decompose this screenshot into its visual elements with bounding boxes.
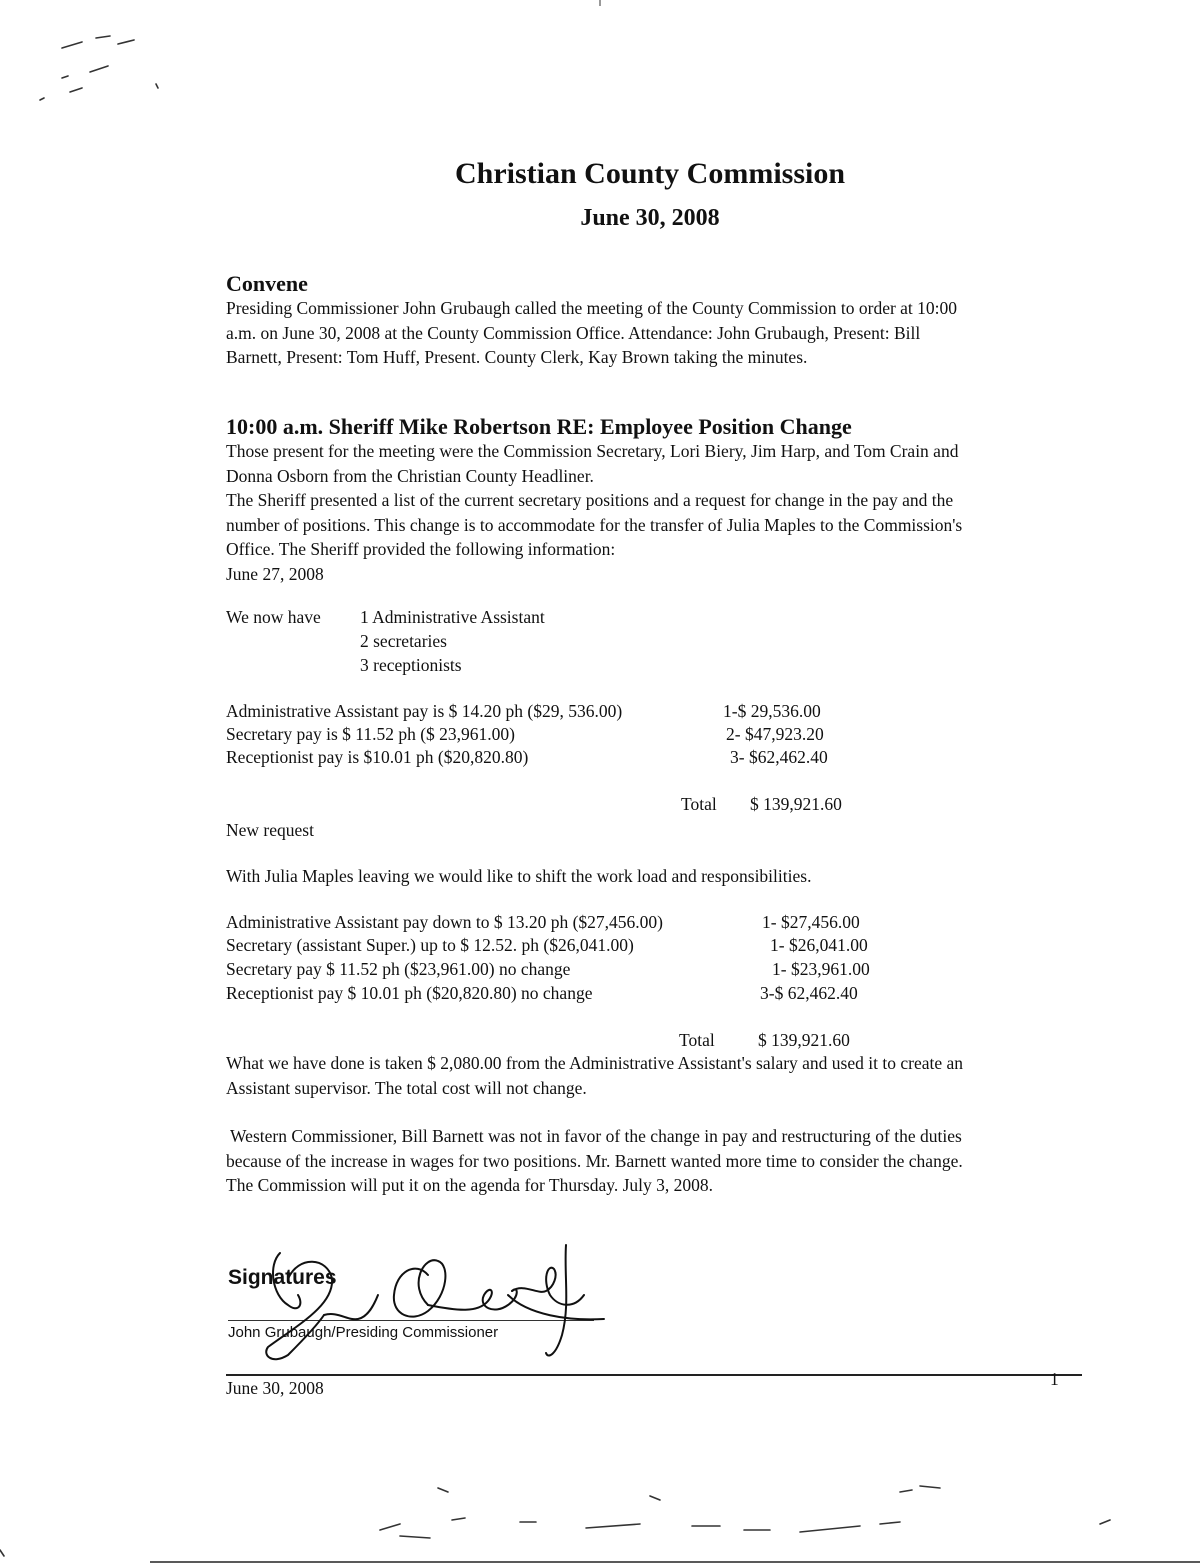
now-have-item: 1 Administrative Assistant — [360, 607, 545, 627]
current-pay-amount: 2- $47,923.20 — [726, 724, 824, 744]
summary-line: What we have done is taken $ 2,080.00 from the Administrative Assistant's salary and used it to create an — [226, 1053, 963, 1073]
convene-line: a.m. on June 30, 2008 at the County Commission Office. Attendance: John Grubaugh, Present: Bill — [226, 322, 921, 343]
now-have-item: 3 receptionists — [360, 655, 462, 675]
current-pay-amount: 3- $62,462.40 — [730, 747, 828, 767]
sheriff-line: June 27, 2008 — [226, 563, 324, 584]
new-request-label: New request — [226, 820, 314, 840]
current-pay-amount: 1-$ 29,536.00 — [723, 701, 821, 721]
barnett-line: The Commission will put it on the agenda for Thursday. July 3, 2008. — [226, 1175, 714, 1195]
convene-line: Barnett, Present: Tom Huff, Present. County Clerk, Kay Brown taking the minutes. — [226, 347, 808, 367]
sheriff-line: The Sheriff presented a list of the current secretary positions and a request for change in the pay and the — [226, 490, 954, 510]
sheriff-line: Donna Osborn from the Christian County Headliner. — [226, 465, 594, 486]
convene-heading: Convene — [226, 271, 308, 296]
current-pay-desc: Administrative Assistant pay is $ 14.20 ph ($29, 536.00) — [226, 701, 623, 721]
convene-paragraph — [226, 296, 957, 370]
sheriff-paragraph — [226, 439, 962, 586]
page-number: 1 — [1050, 1369, 1059, 1389]
total-current: $ 139,921.60 — [750, 794, 842, 814]
new-pay-desc: Secretary pay $ 11.52 ph ($23,961.00) no change — [226, 959, 571, 979]
current-pay-desc: Receptionist pay is $10.01 ph ($20,820.80) — [226, 747, 529, 767]
signature-label: Signatures — [228, 1266, 337, 1289]
new-pay-amount: 1- $27,456.00 — [762, 912, 860, 932]
new-pay-amount: 3-$ 62,462.40 — [760, 983, 858, 1003]
now-have-label: We now have — [226, 607, 321, 627]
barnett-paragraph — [226, 1124, 963, 1198]
barnett-line: because of the increase in wages for two positions. Mr. Barnett wanted more time to consider the change. — [226, 1150, 963, 1171]
new-pay-desc: Receptionist pay $ 10.01 ph ($20,820.80) no change — [226, 983, 593, 1003]
new-pay-amount: 1- $23,961.00 — [772, 959, 870, 979]
document-title: Christian County Commission — [454, 157, 846, 190]
sheriff-line: number of positions. This change is to accommodate for the transfer of Julia Maples to the Commission's — [226, 514, 963, 535]
new-pay-desc: Secretary (assistant Super.) up to $ 12.52. ph ($26,041.00) — [226, 935, 634, 955]
shift-line: With Julia Maples leaving we would like to shift the work load and responsibilities. — [226, 866, 812, 886]
summary-paragraph — [226, 1051, 963, 1100]
footer-rule — [226, 1374, 1082, 1376]
handwritten-signature — [228, 1235, 608, 1385]
barnett-line: Western Commissioner, Bill Barnett was not in favor of the change in pay and restructuring of the duties — [226, 1126, 962, 1146]
sheriff-line: Those present for the meeting were the Commission Secretary, Lori Biery, Jim Harp, and Tom Crain and — [226, 441, 959, 461]
total-label: Total — [681, 794, 717, 814]
footer-date: June 30, 2008 — [226, 1378, 324, 1398]
new-pay-desc: Administrative Assistant pay down to $ 13.20 ph ($27,456.00) — [226, 912, 663, 932]
convene-line: Presiding Commissioner John Grubaugh called the meeting of the County Commission to order at 10:00 — [226, 298, 958, 318]
sheriff-line: Office. The Sheriff provided the following information: — [226, 539, 616, 559]
sheriff-heading: 10:00 a.m. Sheriff Mike Robertson RE: Employee Position Change — [226, 414, 852, 439]
now-have-item: 2 secretaries — [360, 631, 447, 651]
new-pay-amount: 1- $26,041.00 — [770, 935, 868, 955]
current-pay-desc: Secretary pay is $ 11.52 ph ($ 23,961.00) — [226, 724, 516, 744]
total-label: Total — [679, 1030, 715, 1050]
summary-line: Assistant supervisor. The total cost will not change. — [226, 1077, 587, 1098]
document-date: June 30, 2008 — [580, 205, 720, 231]
total-new: $ 139,921.60 — [758, 1030, 850, 1050]
signer-name: John Grubaugh/Presiding Commissioner — [228, 1324, 499, 1341]
